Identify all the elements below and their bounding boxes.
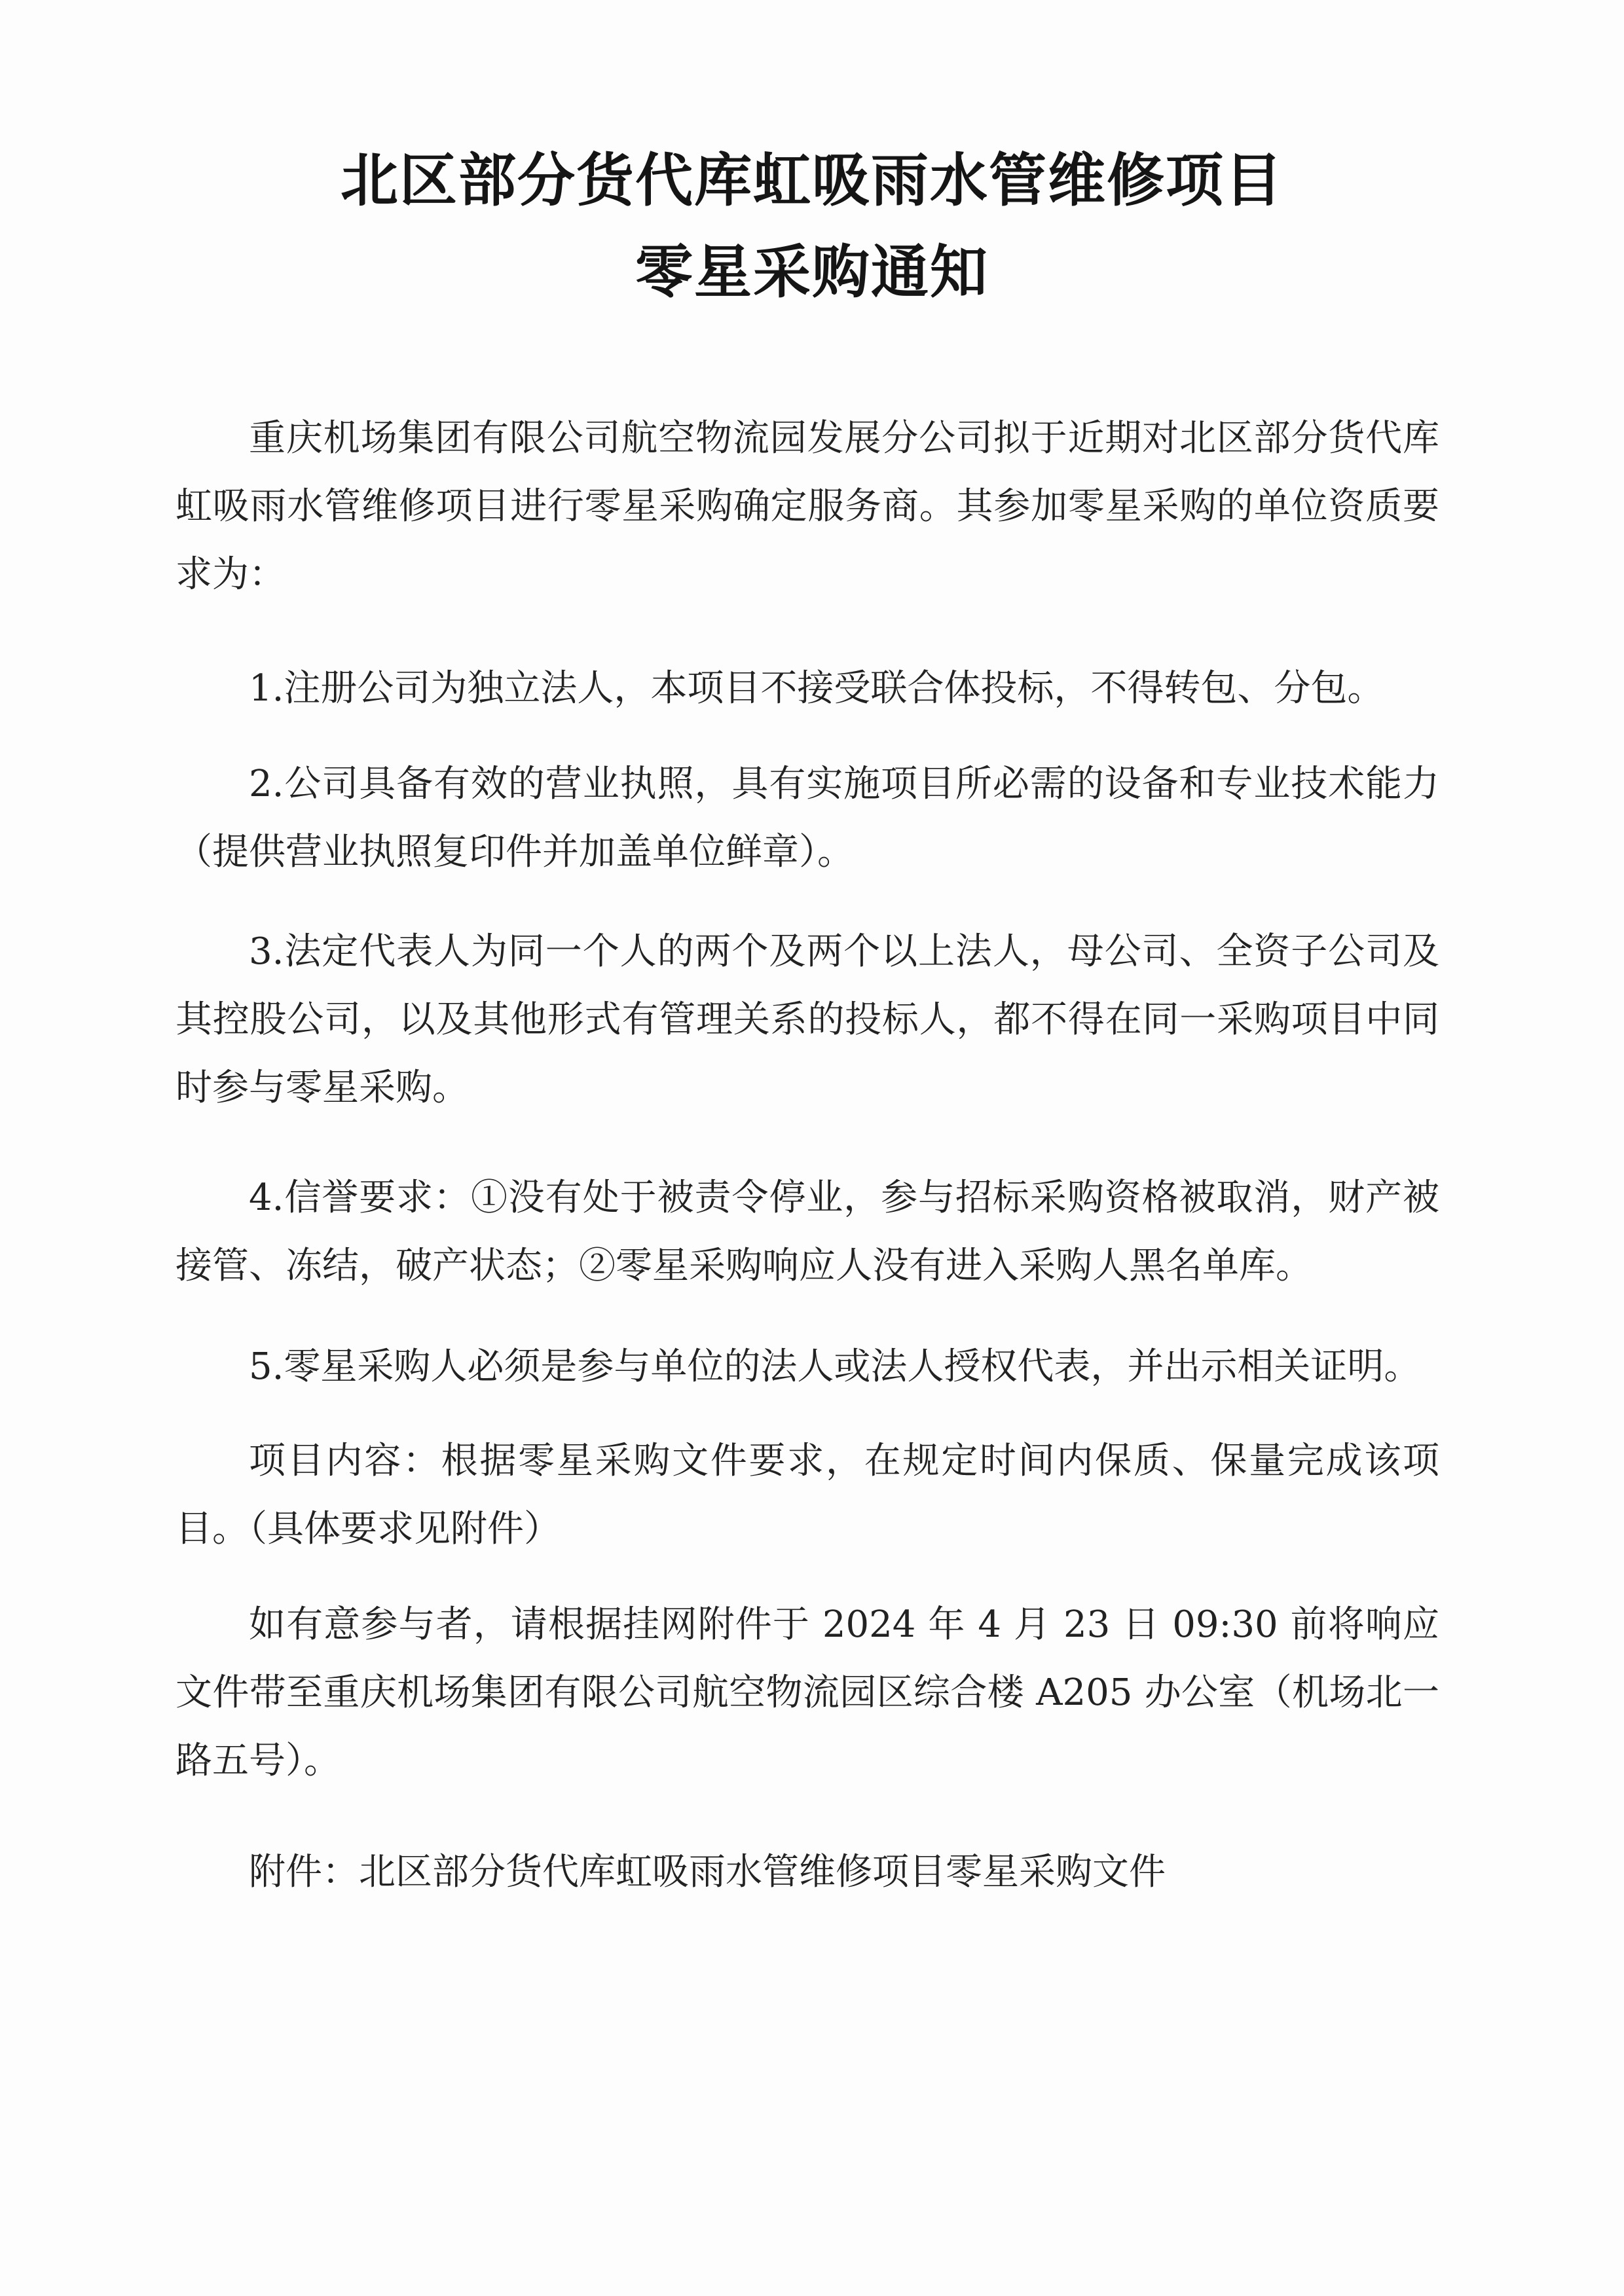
requirement-1: 1.注册公司为独立法人，本项目不接受联合体投标，不得转包、分包。 (249, 667, 1384, 710)
requirement-2: 2.公司具备有效的营业执照，具有实施项目所必需的设备和专业技术能力（提供营业执照复印件并加盖单位鲜章）。 (175, 763, 1439, 873)
requirement-3: 3.法定代表人为同一个人的两个及两个以上法人，母公司、全资子公司及其控股公司，以及其他形式有管理关系的投标人，都不得在同一采购项目中同时参与零星采购。 (175, 930, 1439, 1109)
requirement-4: 4.信誉要求：①没有处于被责令停业，参与招标采购资格被取消，财产被接管、冻结，破产状态；②零星采购响应人没有进入采购人黑名单库。 (175, 1176, 1439, 1287)
requirement-5: 5.零星采购人必须是参与单位的法人或法人授权代表，并出示相关证明。 (249, 1345, 1421, 1388)
intro-paragraph: 重庆机场集团有限公司航空物流园发展分公司拟于近期对北区部分货代库虹吸雨水管维修项目进行零星采购确定服务商。其参加零星采购的单位资质要求为： (175, 417, 1439, 596)
attachment-line: 附件：北区部分货代库虹吸雨水管维修项目零星采购文件 (249, 1851, 1166, 1893)
document-title-line2: 零星采购通知 (635, 238, 989, 306)
project-content-paragraph: 项目内容：根据零星采购文件要求，在规定时间内保质、保量完成该项目。（具体要求见附件） (175, 1440, 1439, 1550)
document-title-line1: 北区部分货代库虹吸雨水管维修项目 (340, 147, 1283, 214)
submission-paragraph: 如有意参与者，请根据挂网附件于 2024 年 4 月 23 日 09:30 前将响应文件带至重庆机场集团有限公司航空物流园区综合楼 A205 办公室（机场北一路五号）。 (175, 1603, 1439, 1782)
